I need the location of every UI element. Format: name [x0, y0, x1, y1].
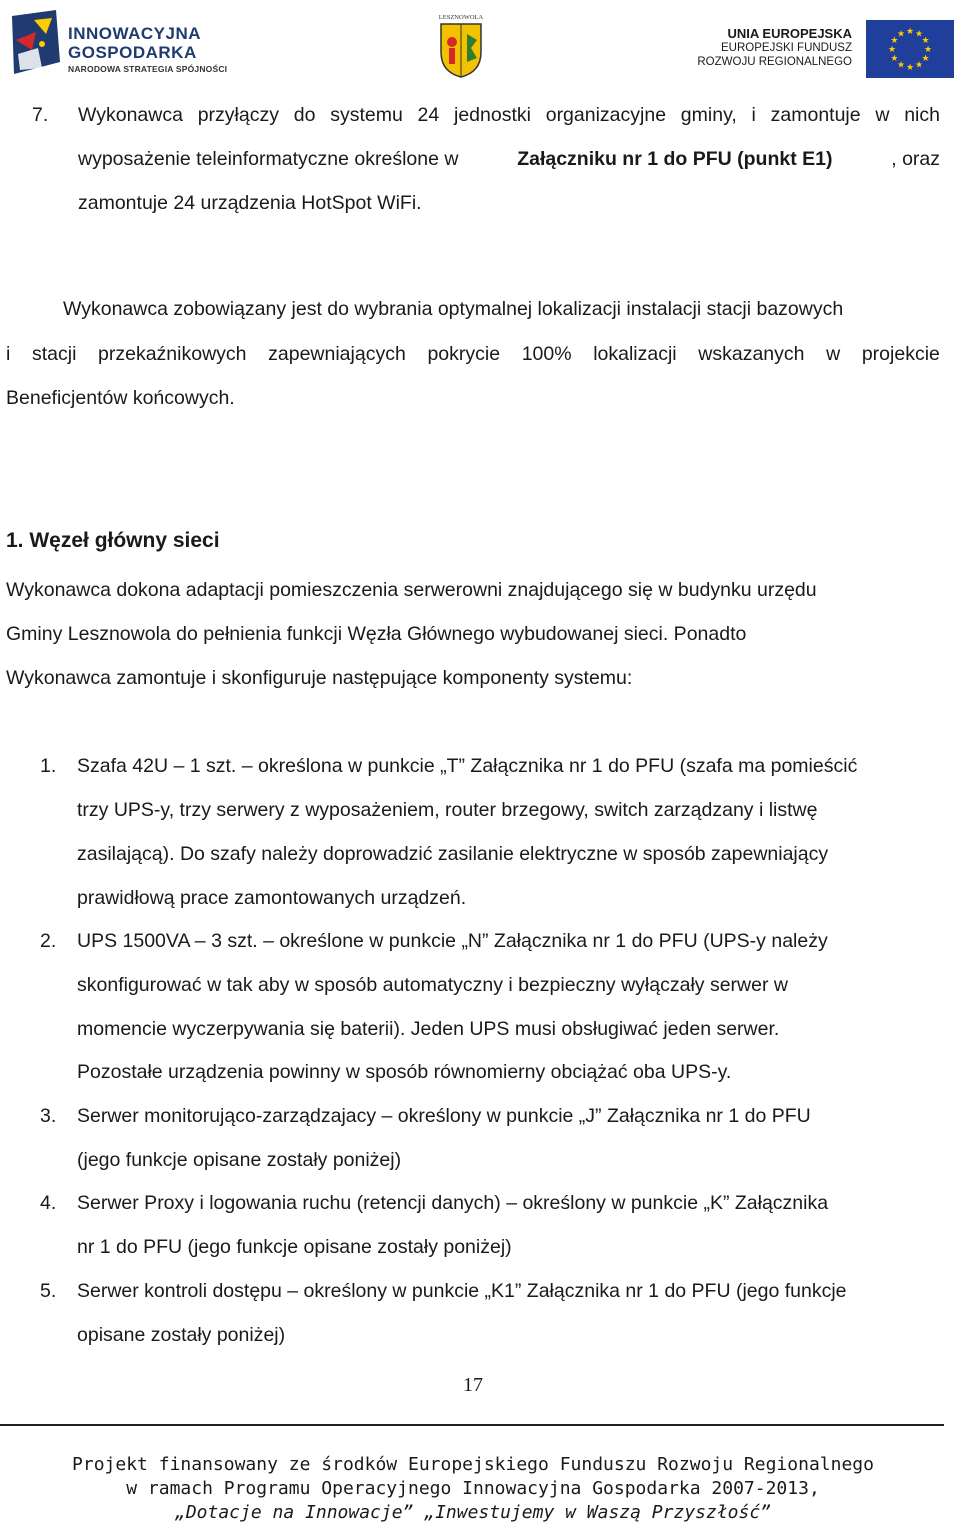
- list-item-line: Serwer monitorująco-zarządzajacy – określony w punkcie „J” Załącznika nr 1 do PFU: [77, 1105, 811, 1127]
- item-7-line-1: [78, 103, 940, 127]
- crest-label: LESZNOWOLA: [438, 14, 484, 21]
- eu-star-icon: ★: [896, 59, 906, 70]
- list-item-line: (jego funkcje opisane zostały poniżej): [77, 1149, 402, 1171]
- coat-of-arms-icon: [439, 22, 483, 78]
- logo-line-2: GOSPODARKA: [68, 43, 197, 62]
- list-item-number: 5.: [40, 1280, 57, 1302]
- item-7-number: 7.: [32, 104, 49, 126]
- para-word: lokalizacji: [593, 343, 677, 365]
- eu-star-icon: ★: [914, 59, 924, 70]
- list-item-number: 1.: [40, 755, 57, 777]
- eu-star-icon: ★: [890, 53, 899, 63]
- para-line-1: Wykonawca zobowiązany jest do wybrania optymalnej lokalizacji instalacji stacji bazowych: [63, 298, 844, 320]
- list-item-line: skonfigurować w tak aby w sposób automatyczny i bezpieczny wyłączały serwer w: [77, 974, 788, 996]
- para-line-2: [6, 342, 940, 366]
- list-item-number: 2.: [40, 930, 57, 952]
- section-line-3: Wykonawca zamontuje i skonfiguruje następujące komponenty systemu:: [6, 667, 633, 689]
- para-word: stacji: [31, 343, 77, 365]
- logo-line-1: INNOWACYJNA: [68, 24, 202, 43]
- para-word: w: [826, 343, 841, 365]
- list-item-number: 4.: [40, 1192, 57, 1214]
- item-7-text-a: wyposażenie teleinformatyczne określone w: [78, 148, 464, 170]
- para-line-3: Beneficjentów końcowych.: [6, 387, 235, 409]
- para-word: i: [6, 343, 11, 365]
- para-word: projekcie: [861, 343, 940, 365]
- eu-star-icon: ★: [905, 62, 915, 72]
- footer-line-3: „Dotacje na Innowacje” „Inwestujemy w Waszą Przyszłość”: [174, 1502, 772, 1523]
- list-item-line: Serwer Proxy i logowania ruchu (retencji danych) – określony w punkcie „K” Załącznika: [77, 1192, 829, 1214]
- list-item-line: momencie wyczerpywania się baterii). Jeden UPS musi obsługiwać jeden serwer.: [77, 1018, 780, 1040]
- para-word: zapewniających: [268, 343, 406, 365]
- item-7-text-b: , oraz: [885, 148, 940, 170]
- item-7-word: Wykonawca: [78, 104, 183, 126]
- para-word: 100%: [521, 343, 572, 365]
- eu-star-icon: ★: [921, 35, 930, 45]
- para-word: pokrycie: [427, 343, 501, 365]
- list-item-line: nr 1 do PFU (jego funkcje opisane zostały poniżej): [77, 1236, 512, 1258]
- item-7-word: i: [751, 104, 756, 126]
- section-heading: 1. Węzeł główny sieci: [6, 529, 220, 552]
- item-7-line-2: [78, 147, 940, 171]
- footer-line-2: w ramach Programu Operacyjnego Innowacyjna Gospodarka 2007-2013,: [126, 1478, 820, 1499]
- para-word: przekaźnikowych: [98, 343, 247, 365]
- eu-star-icon: ★: [914, 28, 924, 39]
- item-7-word: nich: [904, 104, 940, 126]
- item-7-word: w: [875, 104, 890, 126]
- innowacyjna-gospodarka-logo: [8, 10, 228, 80]
- para-word: wskazanych: [698, 343, 805, 365]
- list-item-number: 3.: [40, 1105, 57, 1127]
- list-item-line: trzy UPS-y, trzy serwery z wyposażeniem, router brzegowy, switch zarządzany i listwę: [77, 799, 818, 821]
- item-7-word: przyłączy: [197, 104, 279, 126]
- list-item-line: Szafa 42U – 1 szt. – określona w punkcie „T” Załącznika nr 1 do PFU (szafa ma pomieścić: [77, 755, 858, 777]
- item-7-word: jednostki: [454, 104, 531, 126]
- page-number: 17: [463, 1374, 483, 1396]
- eu-star-icon: ★: [890, 35, 899, 45]
- eu-stars-icon: [866, 20, 954, 78]
- list-item-line: prawidłową prace zamontowanych urządzeń.: [77, 887, 467, 909]
- eu-star-icon: ★: [923, 44, 933, 54]
- eu-star-icon: ★: [921, 53, 930, 63]
- footer-divider: [0, 1424, 944, 1426]
- list-item-line: Pozostałe urządzenia powinny w sposób równomierny obciążać oba UPS-y.: [77, 1061, 732, 1083]
- lesznowola-crest: [433, 14, 489, 78]
- item-7-attachment-ref: Załączniku nr 1 do PFU (punkt E1): [517, 148, 833, 170]
- eu-star-icon: ★: [887, 44, 897, 54]
- item-7-word: 24: [417, 104, 440, 126]
- list-item-line: opisane zostały poniżej): [77, 1324, 286, 1346]
- list-item-line: zasilającą). Do szafy należy doprowadzić zasilanie elektryczne w sposób zapewniający: [77, 843, 829, 865]
- section-line-1: Wykonawca dokona adaptacji pomieszczenia serwerowni znajdującego się w budynku urzędu: [6, 579, 817, 601]
- item-7-word: do: [293, 104, 316, 126]
- logo-line-3: NARODOWA STRATEGIA SPÓJNOŚCI: [68, 64, 228, 74]
- footer-line-1: Projekt finansowany ze środków Europejskiego Funduszu Rozwoju Regionalnego: [72, 1454, 874, 1475]
- list-item-line: Serwer kontroli dostępu – określony w punkcie „K1” Załącznika nr 1 do PFU (jego funkcje: [77, 1280, 847, 1302]
- eu-fund-line: EUROPEJSKI FUNDUSZ: [721, 42, 852, 54]
- item-7-line-3: zamontuje 24 urządzenia HotSpot WiFi.: [78, 192, 422, 214]
- innowacyjna-gospodarka-emblem-icon: [8, 10, 64, 80]
- list-item-line: UPS 1500VA – 3 szt. – określone w punkcie „N” Załącznika nr 1 do PFU (UPS-y należy: [77, 930, 828, 952]
- eu-flag: [866, 20, 954, 78]
- item-7-word: organizacyjne: [545, 104, 667, 126]
- eu-star-icon: ★: [896, 28, 906, 39]
- eu-title: UNIA EUROPEJSKA: [727, 26, 852, 41]
- item-7-word: zamontuje: [770, 104, 861, 126]
- item-7-word: systemu: [330, 104, 403, 126]
- item-7-word: gminy,: [680, 104, 737, 126]
- section-line-2: Gminy Lesznowola do pełnienia funkcji Węzła Głównego wybudowanej sieci. Ponadto: [6, 623, 747, 645]
- eu-fund-line-2: ROZWOJU REGIONALNEGO: [697, 56, 852, 68]
- eu-star-icon: ★: [905, 26, 915, 36]
